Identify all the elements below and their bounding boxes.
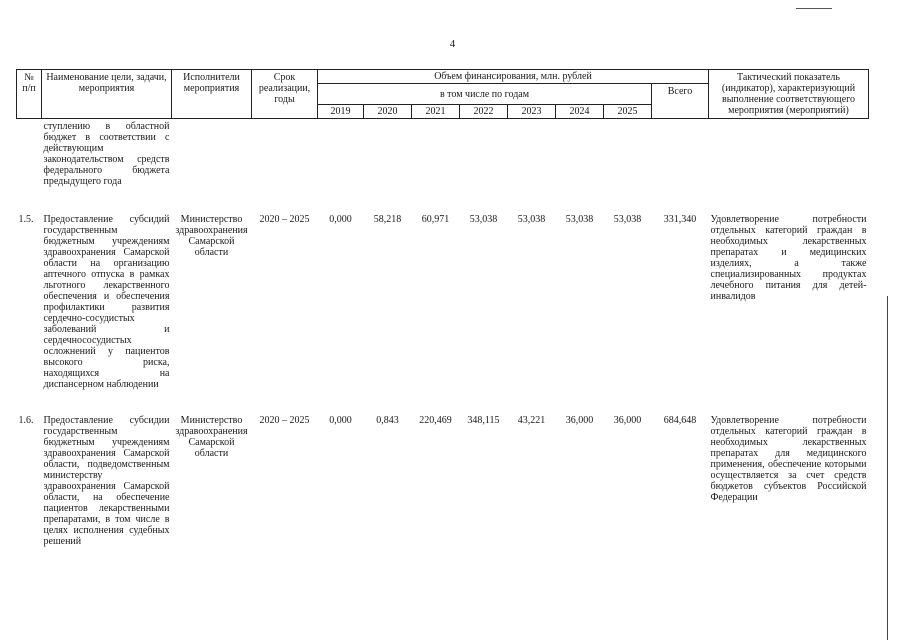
row-value-2023: 43,221	[517, 415, 546, 426]
row-indicator: Удовлетворение потребности отдельных категорий граждан в необходимых лекарственных препаратах для медицинского применения, обеспечение которыми осуществляется за счет средств бюджетов субъектов Российской Федерации	[710, 415, 867, 503]
row-value-2019: 0,000	[329, 415, 352, 426]
row-number: 1.5.	[18, 214, 34, 225]
header-name: Наименование цели, задачи, мероприятия	[42, 70, 172, 119]
header-year: 2024	[556, 105, 604, 119]
header-year: 2019	[318, 105, 364, 119]
row-value-2024: 36,000	[565, 415, 594, 426]
row-value-2022: 53,038	[469, 214, 498, 225]
row-value-2019: 0,000	[329, 214, 352, 225]
scan-mark	[796, 8, 832, 9]
row-value-2023: 53,038	[517, 214, 546, 225]
header-executors: Исполнители мероприятия	[172, 70, 252, 119]
row-value-2020: 0,843	[376, 415, 399, 426]
row-value-2022: 348,115	[467, 415, 500, 426]
row-value-2025: 53,038	[613, 214, 642, 225]
row-executor: Министерство здравоохранения Самарской области	[175, 214, 248, 258]
financing-table	[16, 69, 869, 559]
header-year: 2021	[412, 105, 460, 119]
row-value-2025: 36,000	[613, 415, 642, 426]
table-row	[17, 201, 869, 402]
header-indicator: Тактический показатель (индикатор), характеризующий выполнение соответствующего мероприятия (мероприятий)	[709, 70, 869, 119]
row-total: 331,340	[663, 214, 697, 225]
row-period: 2020 – 2025	[259, 214, 310, 225]
header-by-years: в том числе по годам	[318, 84, 652, 105]
row-name: Предоставление субсидии государственным бюджетным учреждениям здравоохранения Самарской области, подведомственным министерству здравоохранения Самарской области, на обеспечение пациентов лекарственными препаратами, в том числе в целях исполнения судебных решений	[43, 415, 170, 547]
row-indicator: Удовлетворение потребности отдельных категорий граждан в необходимых лекарственных препаратах и медицинских изделиях, а также специализированных продуктах лечебного питания для детей-инвалидов	[710, 214, 867, 302]
row-value-2021: 60,971	[421, 214, 450, 225]
table-row	[17, 402, 869, 559]
header-total: Всего	[652, 84, 709, 119]
row-name: Предоставление субсидий государственным бюджетным учреждениям здравоохранения Самарской области на организацию аптечного отпуска в рамках льготного лекарственного обеспечения и обеспечения профилактики развития сердечно-сосудистых заболеваний и сердечнососудистых осложнений у пациентов высокого риска, находящихся на диспансерном наблюдении	[43, 214, 170, 390]
header-year: 2023	[508, 105, 556, 119]
row-value-2021: 220,469	[419, 415, 452, 426]
row-executor: Министерство здравоохранения Самарской области	[175, 415, 248, 459]
header-year: 2020	[364, 105, 412, 119]
header-year: 2025	[604, 105, 652, 119]
header-funding: Объем финансирования, млн. рублей	[318, 70, 709, 84]
header-period: Срок реализации, годы	[252, 70, 318, 119]
row-total: 684,648	[663, 415, 697, 426]
row-value-2020: 58,218	[373, 214, 402, 225]
row-period: 2020 – 2025	[259, 415, 310, 426]
row-value-2024: 53,038	[565, 214, 594, 225]
scan-edge-line	[887, 296, 888, 640]
header-year: 2022	[460, 105, 508, 119]
page-number: 4	[449, 38, 456, 50]
row-number: 1.6.	[18, 415, 34, 426]
header-num: № п/п	[17, 70, 42, 119]
continuation-name: ступлению в областной бюджет в соответствии с действующим законодательством средств федерального бюджета предыдущего года	[43, 121, 170, 187]
table-row-continuation	[17, 119, 869, 202]
